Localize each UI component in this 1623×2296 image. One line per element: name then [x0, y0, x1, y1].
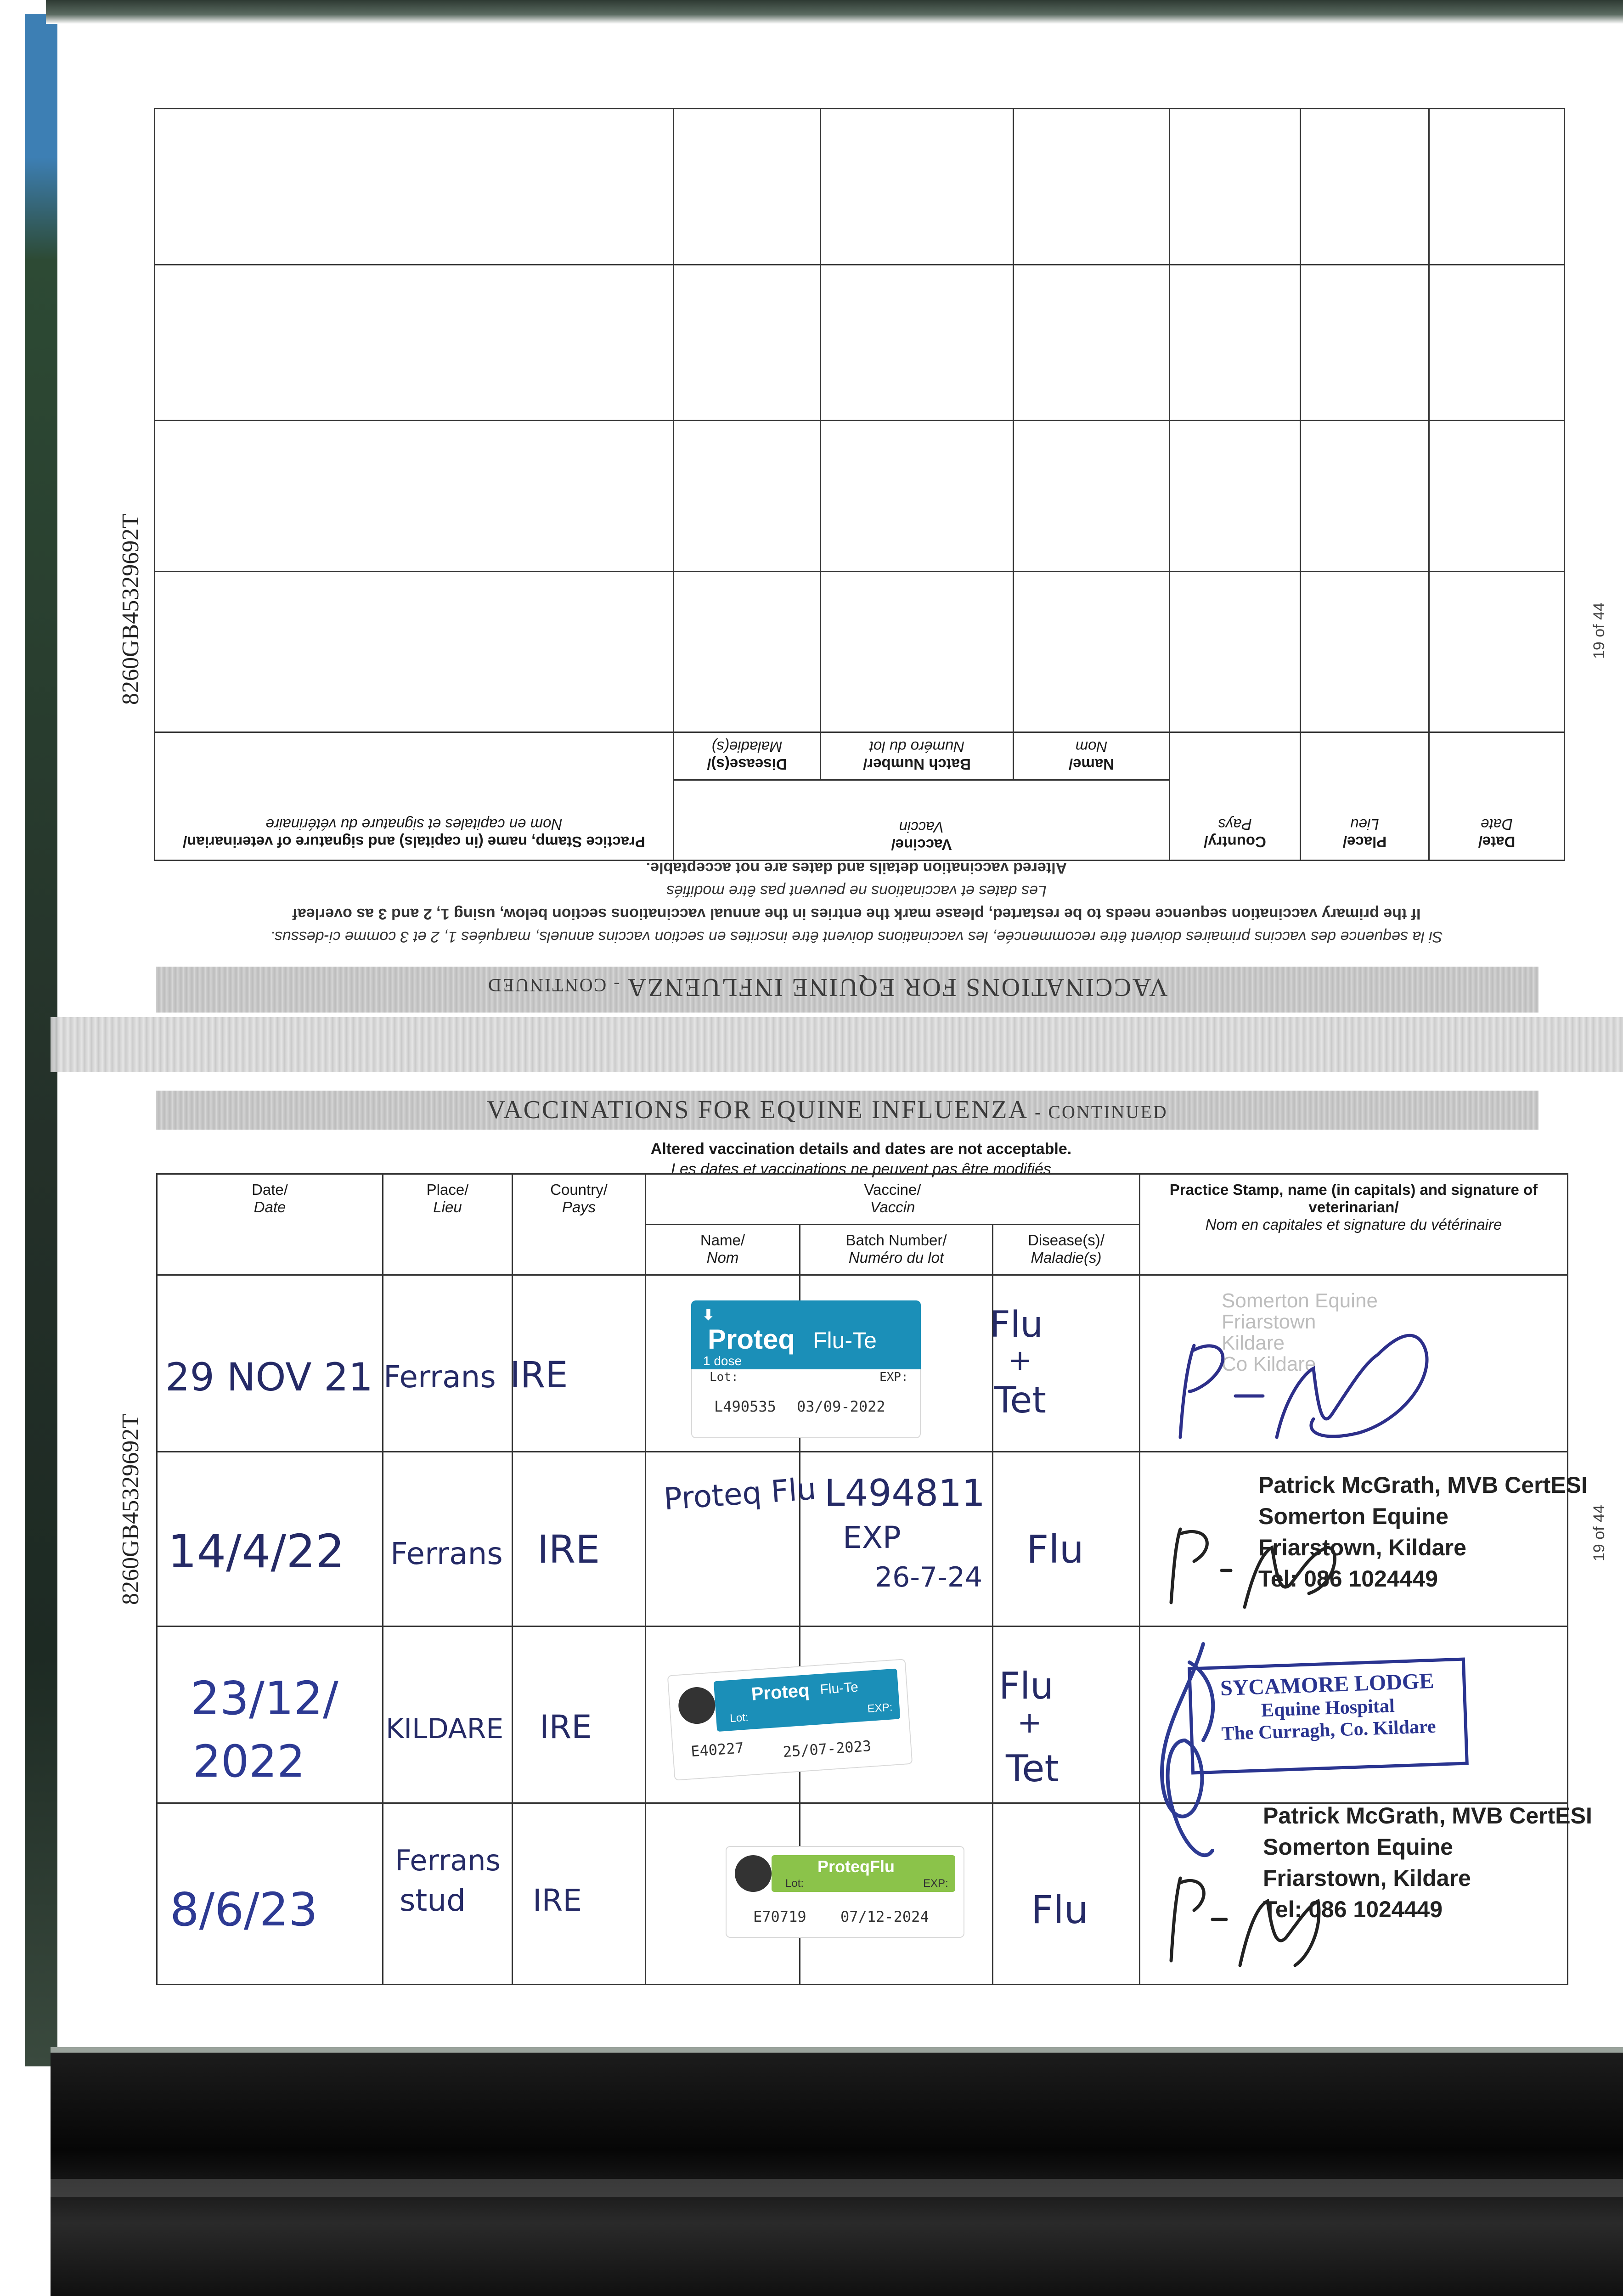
row1-stamp-line-2: Friarstown: [1222, 1311, 1316, 1333]
row1-disease-1: Flu: [990, 1304, 1043, 1345]
lower-altered-note: Altered vaccination details and dates are not acceptable.: [650, 1140, 1072, 1158]
row3-label-product: Flu-Te: [819, 1679, 859, 1698]
row1-label-dose: 1 dose: [703, 1354, 742, 1368]
row1-date: 29 NOV 21: [165, 1355, 373, 1400]
binding-fold: [51, 1017, 1623, 1072]
upper-header-date: [1429, 732, 1565, 861]
upper-section-title-rotated: [487, 973, 1168, 1002]
header-vaccine-label-fr: Vaccin: [870, 1199, 915, 1216]
row4-stamp-line-2: Somerton Equine: [1263, 1834, 1453, 1860]
row4-stamp-line-4: Tel: 086 1024449: [1263, 1896, 1443, 1922]
upper-country-label-fr: Pays: [1218, 816, 1252, 833]
upper-vaccination-table: [154, 108, 1565, 861]
row2-place: Ferrans: [390, 1536, 503, 1571]
row4-signature: [1162, 1855, 1327, 1975]
row1-label-exp: 03/09-2022: [797, 1398, 885, 1415]
row4-place-line2: stud: [400, 1883, 466, 1918]
scan-bottom-shadow-band: [51, 2179, 1623, 2197]
row3-country: IRE: [540, 1708, 592, 1746]
upper-vaccine-label: Vaccine/: [891, 836, 952, 853]
upper-empty-row: [154, 264, 1564, 421]
upper-altered-note-fr: Les dates et vaccinations ne peuvent pas être modifiés: [666, 882, 1047, 900]
upper-country-label: Country/: [1204, 833, 1266, 850]
row4-label-head: [772, 1855, 955, 1892]
row3-stamp-line-3: The Curragh, Co. Kildare: [1221, 1716, 1437, 1745]
upper-restart-note-fr: Si la sequence des vaccins primaires doivent être recommencée, les vaccinations doivent être inscrites en section vaccins annuels, marquées 1, 2 et 3 comme ci-dessus.: [270, 928, 1443, 945]
header-place: [383, 1174, 513, 1275]
header-place-label-fr: Lieu: [433, 1199, 462, 1216]
upper-place-label-fr: Lieu: [1350, 816, 1379, 833]
upper-page-rotated: [155, 108, 1565, 861]
row1-country: IRE: [510, 1355, 568, 1396]
row1-label-product: Flu-Te: [813, 1328, 877, 1353]
row4-stamp-line-3: Friarstown, Kildare: [1263, 1865, 1471, 1891]
row2-batch-exp-label: EXP: [843, 1520, 901, 1555]
lower-altered-note-fr: Les dates et vaccinations ne peuvent pas être modifiés: [671, 1160, 1051, 1178]
header-date: [157, 1174, 383, 1275]
row3-vaccine-label: [667, 1659, 913, 1781]
row3-signature: [1134, 1635, 1254, 1883]
lower-section-title-suffix: - CONTINUED: [1035, 1102, 1168, 1122]
upper-restart-note: If the primary vaccination sequence needs to be restarted, please mark the entries in the annual vaccinations section below, using 1, 2 and 3 as overleaf: [292, 905, 1421, 923]
row3-label-brand: Proteq: [750, 1680, 810, 1705]
header-stamp-label-fr: Nom en capitales et signature du vétérinaire: [1205, 1216, 1502, 1233]
header-date-label: Date/: [252, 1181, 288, 1198]
header-country: [513, 1174, 646, 1275]
upper-section-title-suffix: - CONTINUED: [487, 975, 620, 996]
header-batch-label-fr: Numéro du lot: [848, 1249, 944, 1266]
row3-stamp-line-1: SYCAMORE LODGE: [1220, 1668, 1435, 1701]
row1-vaccine-label: [691, 1300, 921, 1438]
row1-place: Ferrans: [383, 1359, 496, 1395]
row1-label-lot-label: Lot:: [710, 1370, 738, 1384]
upper-altered-note: Altered vaccination details and dates are not acceptable.: [646, 859, 1067, 877]
row4-label-brand: ProteqFlu: [817, 1857, 895, 1876]
passport-id-lower: 8260GB45329692T: [118, 1414, 144, 1605]
row1-label-brand: Proteq: [708, 1324, 795, 1355]
upper-batch-label: Batch Number/: [863, 756, 971, 773]
header-name-label: Name/: [700, 1232, 745, 1249]
arrow-down-icon: ⬇: [702, 1306, 715, 1323]
row1-stamp-line-4: Co Kildare: [1222, 1353, 1316, 1375]
proteq-logo-icon: [735, 1855, 772, 1892]
row4-vaccine-label: [726, 1846, 964, 1938]
header-name: [646, 1225, 800, 1275]
row2-stamp-line-1: Patrick McGrath, MVB CertESI: [1258, 1472, 1588, 1498]
upper-header-disease: [673, 732, 820, 780]
row2-disease: Flu: [1026, 1527, 1084, 1572]
page-number-upper: 19 of 44: [1590, 602, 1608, 659]
row3-label-lot-label: Lot:: [729, 1711, 749, 1725]
row1-label-head: [691, 1300, 921, 1369]
upper-name-label-fr: Nom: [1075, 738, 1108, 756]
row1-label-exp-label: EXP:: [879, 1370, 908, 1384]
scan-bottom-shadow: [51, 2053, 1623, 2296]
upper-place-label: Place/: [1342, 833, 1387, 850]
header-place-label: Place/: [426, 1181, 469, 1198]
header-name-label-fr: Nom: [706, 1249, 739, 1266]
row3-label-exp: 25/07-2023: [782, 1737, 872, 1761]
row4-label-lot-label: Lot:: [785, 1877, 804, 1890]
upper-disease-label-fr: Maladie(s): [711, 738, 783, 756]
row2-stamp-line-2: Somerton Equine: [1258, 1503, 1448, 1529]
upper-header-batch: [821, 732, 1014, 780]
upper-header-name: [1014, 732, 1170, 780]
upper-header-place: [1301, 732, 1429, 861]
row4-stamp-line-1: Patrick McGrath, MVB CertESI: [1263, 1803, 1592, 1829]
row3-place: KILDARE: [386, 1713, 504, 1745]
row2-batch-exp: 26-7-24: [875, 1561, 983, 1593]
header-batch: [800, 1225, 993, 1275]
upper-empty-row: [154, 572, 1564, 732]
row3-disease-1: Flu: [999, 1665, 1054, 1707]
row4-label-lot: E70719: [753, 1908, 806, 1925]
row1-signature: [1167, 1318, 1460, 1469]
upper-name-label: Name/: [1068, 756, 1115, 773]
upper-header-vaccine: [673, 780, 1169, 861]
header-stamp-label: Practice Stamp, name (in capitals) and signature of veterinarian/: [1169, 1181, 1538, 1216]
header-vaccine-label: Vaccine/: [864, 1181, 921, 1198]
row3-date-line2: 2022: [193, 1736, 305, 1787]
row3-disease-3: Tet: [1006, 1747, 1059, 1790]
upper-date-label: Date/: [1478, 833, 1516, 850]
upper-disease-label: Disease(s)/: [707, 756, 787, 773]
row1-stamp-line-1: Somerton Equine: [1222, 1289, 1378, 1312]
row2-stamp-line-3: Friarstown, Kildare: [1258, 1535, 1466, 1560]
header-disease-label-fr: Maladie(s): [1031, 1249, 1102, 1266]
header-stamp: [1140, 1174, 1568, 1275]
lower-section-title: [487, 1095, 1168, 1125]
lower-section-title-main: VACCINATIONS FOR EQUINE INFLUENZA: [487, 1096, 1027, 1124]
upper-section-title-main: VACCINATIONS FOR EQUINE INFLUENZA: [627, 973, 1168, 1002]
row1-disease-2: +: [1008, 1343, 1032, 1377]
proteq-logo-icon: [677, 1686, 716, 1725]
row3-label-head: [714, 1668, 901, 1732]
header-batch-label: Batch Number/: [845, 1232, 947, 1249]
row3-date-line1: 23/12/: [191, 1671, 338, 1725]
row3-disease-2: +: [1017, 1706, 1042, 1740]
header-disease: [993, 1225, 1140, 1275]
upper-date-label-fr: Date: [1481, 816, 1513, 833]
row2-date: 14/4/22: [168, 1525, 345, 1578]
header-date-label-fr: Date: [254, 1199, 286, 1216]
row4-disease: Flu: [1031, 1887, 1088, 1932]
upper-batch-label-fr: Numéro du lot: [869, 738, 965, 756]
row2-name: Proteq Flu: [662, 1471, 817, 1517]
row4-place-line1: Ferrans: [395, 1844, 501, 1877]
row3-label-exp-label: EXP:: [867, 1701, 893, 1716]
row2-batch: L494811: [824, 1472, 985, 1514]
row4-country: IRE: [533, 1883, 582, 1918]
header-disease-label: Disease(s)/: [1028, 1232, 1105, 1249]
row3-stamp-line-2: Equine Hospital: [1261, 1695, 1395, 1722]
row1-stamp-line-3: Kildare: [1222, 1332, 1285, 1354]
row2-signature: [1162, 1502, 1355, 1616]
header-country-label-fr: Pays: [562, 1199, 596, 1216]
row2-country: IRE: [537, 1527, 600, 1572]
row1-disease-3: Tet: [994, 1380, 1046, 1421]
upper-notes-rotated: [248, 856, 1465, 948]
upper-stamp-label-fr: Nom en capitales et signature du vétérinaire: [265, 816, 563, 833]
row2-stamp-line-4: Tel: 086 1024449: [1258, 1566, 1438, 1592]
passport-id-upper: 8260GB45329692T: [118, 514, 144, 705]
upper-empty-row: [154, 421, 1564, 572]
row4-date: 8/6/23: [170, 1883, 318, 1936]
row1-label-lot: L490535: [714, 1398, 776, 1415]
header-country-label: Country/: [550, 1181, 608, 1198]
row4-label-exp: 07/12-2024: [840, 1908, 929, 1925]
upper-stamp-label: Practice Stamp, name (in capitals) and signature of veterinarian/: [183, 833, 645, 850]
page-number-lower: 19 of 44: [1590, 1505, 1608, 1561]
upper-header-stamp: [154, 732, 673, 861]
upper-vaccine-label-fr: Vaccin: [899, 819, 944, 836]
row4-label-exp-label: EXP:: [923, 1877, 948, 1890]
header-vaccine: [646, 1174, 1140, 1225]
scan-top-edge: [46, 0, 1623, 24]
upper-header-country: [1170, 732, 1301, 861]
row3-label-lot: E40227: [690, 1739, 744, 1761]
upper-empty-row: [154, 109, 1564, 265]
